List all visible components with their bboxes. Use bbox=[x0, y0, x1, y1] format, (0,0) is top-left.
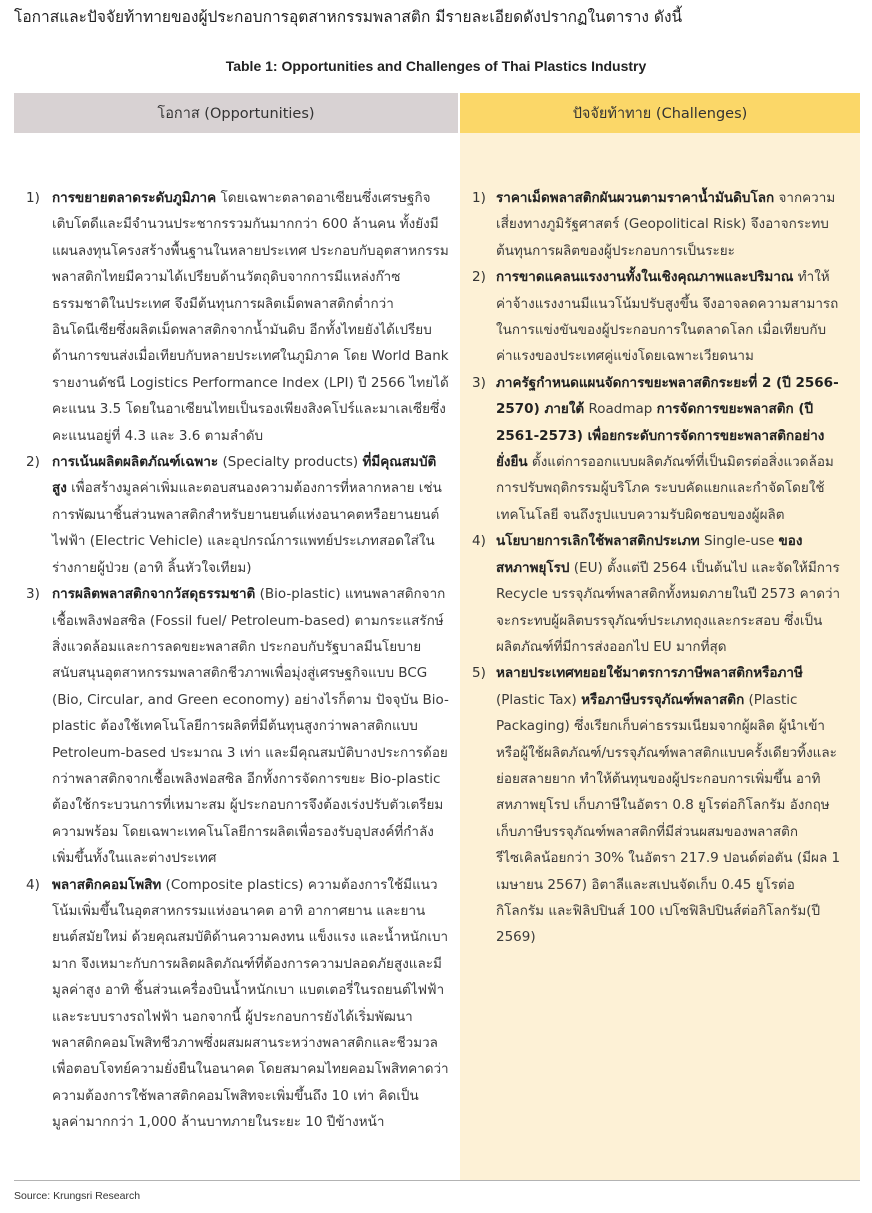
list-item bbox=[460, 528, 860, 660]
item-title: การขาดแคลนแรงงานทั้งในเชิงคุณภาพและปริมาณ bbox=[496, 269, 794, 286]
item-title-continued: ของสหภาพยุโรป bbox=[496, 533, 803, 576]
item-text bbox=[52, 872, 450, 1136]
item-text bbox=[496, 370, 841, 528]
item-text bbox=[496, 528, 841, 660]
item-title: การผลิตพลาสติกจากวัสดุธรรมชาติ bbox=[52, 586, 256, 603]
list-item bbox=[460, 660, 860, 950]
source-note: Source: Krungsri Research bbox=[14, 1190, 141, 1202]
challenges-header: ปัจจัยท้าทาย (Challenges) bbox=[460, 93, 860, 133]
item-title-continued: ที่มีคุณสมบัติสูง bbox=[52, 454, 437, 497]
item-text bbox=[52, 581, 450, 871]
opportunities-header: โอกาส (Opportunities) bbox=[14, 93, 460, 133]
list-item bbox=[460, 185, 860, 264]
item-number: 1) bbox=[472, 190, 486, 206]
item-number: 1) bbox=[26, 190, 40, 206]
list-item bbox=[14, 185, 460, 449]
item-body: (EU) ตั้งแต่ปี 2564 เป็นต้นไป และจัดให้มีการ Recycle บรรจุภัณฑ์พลาสติกทั้งหมดภายในปี 2573 คาดว่าจะกระทบผู้ผลิตบรรจุภัณฑ์ประเภทถุงและกระสอบ ซึ่งเป็นผลิตภัณฑ์ที่มีการส่งออกไป EU มากที่สุด bbox=[496, 559, 841, 655]
item-number: 3) bbox=[26, 586, 40, 603]
list-item bbox=[14, 449, 460, 581]
item-text bbox=[496, 660, 841, 950]
item-title: ภาครัฐกำหนดแผนจัดการขยะพลาสติกระยะที่ 2 (ปี 2566-2570) ภายใต้ bbox=[496, 374, 839, 418]
item-number: 3) bbox=[472, 374, 486, 391]
item-title: การขยายตลาดระดับภูมิภาค bbox=[52, 190, 217, 206]
item-title: หลายประเทศทยอยใช้มาตรการภาษีพลาสติกหรือภาษี bbox=[496, 665, 803, 682]
item-number: 4) bbox=[472, 533, 486, 550]
item-number: 2) bbox=[472, 269, 486, 286]
item-body: (Composite plastics) ความต้องการใช้มีแนวโน้มเพิ่มขึ้นในอุตสาหกรรมแห่งอนาคต อาทิ อากาศยาน และยานยนต์สมัยใหม่ ด้วยคุณสมบัติด้านความคงทน แข็งแรง และน้ำหนักเบามาก จึงเหมาะกับการผลิตผลิตภัณฑ์ที่ต้องการความปลอดภัยสูงและมีมูลค่าสูง อาทิ ชิ้นส่วนเครื่องบินน้ำหนักเบา แบตเตอรี่ในรถยนต์ไฟฟ้า และระบบรางรถไฟฟ้า นอกจากนี้ ผู้ประกอบการยังได้เริ่มพัฒนาพลาสติกคอมโพสิทชีวภาพซึ่งผสมผสานระหว่างพลาสติกและชีวมวลเพื่อตอบโจทย์ความยั่งยืนในอนาคต โดยสมาคมไทยคอมโพสิทคาดว่าความต้องการใช้พลาสติกคอมโพสิทจะเพิ่มขึ้นถึง 10 เท่า คิดเป็นมูลค่ามากกว่า 1,000 ล้านบาทภายในระยะ 10 ปีข้างหน้า bbox=[52, 876, 449, 1131]
item-title: การเน้นผลิตผลิตภัณฑ์เฉพาะ bbox=[52, 454, 219, 471]
item-number: 2) bbox=[26, 454, 40, 471]
item-number: 5) bbox=[472, 665, 486, 682]
item-body: จากความเสี่ยงทางภูมิรัฐศาสตร์ (Geopolitical Risk) จึงอาจกระทบต้นทุนการผลิตของผู้ประกอบการเป็นระยะ bbox=[496, 190, 836, 259]
item-body: (Plastic Packaging) ซึ่งเรียกเก็บค่าธรรมเนียมจากผู้ผลิต ผู้นำเข้า หรือผู้ใช้ผลิตภัณฑ์/บรรจุภัณฑ์พลาสติกแบบครั้งเดียวทิ้งและย่อยสลายยาก ทำให้ต้นทุนของผู้ประกอบการเพิ่มขึ้น อาทิ สหภาพยุโรป เก็บภาษีในอัตรา 0.8 ยูโรต่อกิโลกรัม อังกฤษ เก็บภาษีบรรจุภัณฑ์พลาสติกที่มีส่วนผสมของพลาสติกรีไซเคิลน้อยกว่า 30% ในอัตรา 217.9 ปอนด์ต่อตัน (มีผล 1 เมษายน 2567) อิตาลีและสเปนจัดเก็บ 0.45 ยูโรต่อกิโลกรัม และฟิลิปปินส์ 100 เปโซฟิลิปปินส์ต่อกิโลกรัม(ปี 2569) bbox=[496, 691, 841, 946]
item-title: ราคาเม็ดพลาสติกผันผวนตามราคาน้ำมันดิบโลก bbox=[496, 190, 775, 206]
challenges-list bbox=[460, 133, 860, 951]
item-body: เพื่อสร้างมูลค่าเพิ่มและตอบสนองความต้องการที่หลากหลาย เช่น การพัฒนาชิ้นส่วนพลาสติกสำหรับยานยนต์แห่งอนาคตหรือยานยนต์ไฟฟ้า (Electric Vehicle) และอุปกรณ์การแพทย์ประเภทสอดใส่ในร่างกายผู้ป่วย (อาทิ ลิ้นหัวใจเทียม) bbox=[52, 480, 442, 576]
item-text bbox=[52, 449, 450, 581]
list-item bbox=[460, 264, 860, 370]
item-body: ทำให้ค่าจ้างแรงงานมีแนวโน้มปรับสูงขึ้น จึงอาจลดความสามารถในการแข่งขันของผู้ประกอบการในตลาดโลก เมื่อเทียบกับค่าแรงของประเทศคู่แข่งโดยเฉพาะเวียดนาม bbox=[496, 269, 839, 365]
item-title-extra: Single-use bbox=[699, 533, 779, 550]
item-body: ตั้งแต่การออกแบบผลิตภัณฑ์ที่เป็นมิตรต่อสิ่งแวดล้อม การปรับพฤติกรรมผู้บริโภค ระบบคัดแยกและกำจัดโดยใช้เทคโนโลยี จนถึงรูปแบบความรับผิดชอบของผู้ผลิต bbox=[496, 454, 834, 523]
item-title-continued: หรือภาษีบรรจุภัณฑ์พลาสติก bbox=[581, 691, 745, 708]
item-title-extra: (Specialty products) bbox=[218, 454, 363, 471]
list-item bbox=[14, 872, 460, 1136]
list-item bbox=[460, 370, 860, 528]
item-body: โดยเฉพาะตลาดอาเซียนซึ่งเศรษฐกิจเติบโตดีและมีจำนวนประชากรรวมกันมากกว่า 600 ล้านคน ทั้งยังมีแผนลงทุนโครงสร้างพื้นฐานในหลายประเทศ ประกอบกับอุตสาหกรรมพลาสติกไทยมีความได้เปรียบด้านวัตถุดิบจากการมีแหล่งก๊าซธรรมชาติในประเทศ จึงมีต้นทุนการผลิตเม็ดพลาสติกต่ำกว่าอินโดนีเซียซึ่งผลิตเม็ดพลาสติกจากน้ำมันดิบ อีกทั้งไทยยังได้เปรียบด้านการขนส่งเมื่อเทียบกับหลายประเทศในภูมิภาค โดย World Bank รายงานดัชนี Logistics Performance Index (LPI) ปี 2566 ไทยได้คะแนน 3.5 โดยในอาเซียนไทยเป็นรองเพียงสิงคโปร์และมาเลเซียซึ่งคะแนนอยู่ที่ 4.3 และ 3.6 ตามลำดับ bbox=[52, 190, 449, 444]
opportunities-column bbox=[14, 93, 460, 1180]
item-text bbox=[52, 185, 450, 449]
item-text bbox=[496, 264, 841, 370]
item-body: (Bio-plastic) แทนพลาสติกจากเชื้อเพลิงฟอสซิล (Fossil fuel/ Petroleum-based) ตามกระแสรักษ์สิ่งแวดล้อมและการลดขยะพลาสติก ประกอบกับรัฐบาลมีนโยบายสนับสนุนอุตสาหกรรมพลาสติกชีวภาพเพื่อมุ่งสู่เศรษฐกิจแบบ BCG (Bio, Circular, and Green economy) อย่างไรก็ตาม ปัจจุบัน Bio-plastic ต้องใช้เทคโนโลยีการผลิตที่มีต้นทุนสูงกว่าพลาสติกแบบ Petroleum-based ประมาณ 3 เท่า และมีคุณสมบัติบางประการด้อยกว่าพลาสติกจากเชื้อเพลิงฟอสซิล อีกทั้งการจัดการขยะ Bio-plastic ต้องใช้กระบวนการที่เหมาะสม ผู้ประกอบการจึงต้องเร่งปรับตัวเตรียมความพร้อม โดยเฉพาะเทคโนโลยีการผลิตเพื่อรองรับอุปสงค์ที่กำลังเพิ่มขึ้นทั้งในและต่างประเทศ bbox=[52, 586, 449, 867]
item-title-extra: Roadmap bbox=[584, 401, 657, 418]
intro-text: โอกาสและปัจจัยท้าทายของผู้ประกอบการอุตสาหกรรมพลาสติก มีรายละเอียดดังปรากฏในตาราง ดังนี้ bbox=[14, 8, 683, 26]
list-item bbox=[14, 581, 460, 871]
item-title: นโยบายการเลิกใช้พลาสติกประเภท bbox=[496, 533, 700, 550]
item-number: 4) bbox=[26, 876, 40, 893]
item-text bbox=[496, 185, 841, 264]
table-caption: Table 1: Opportunities and Challenges of Thai Plastics Industry bbox=[225, 58, 647, 74]
item-title-extra: (Plastic Tax) bbox=[496, 691, 582, 708]
challenges-column bbox=[460, 93, 860, 1180]
opportunities-challenges-table bbox=[14, 93, 860, 1181]
item-title: พลาสติกคอมโพสิท bbox=[52, 876, 162, 893]
item-title-continued: การจัดการขยะพลาสติก (ปี 2561-2573) เพื่อยกระดับการจัดการขยะพลาสติกอย่างยั่งยืน bbox=[496, 401, 825, 471]
opportunities-list bbox=[14, 133, 460, 1136]
